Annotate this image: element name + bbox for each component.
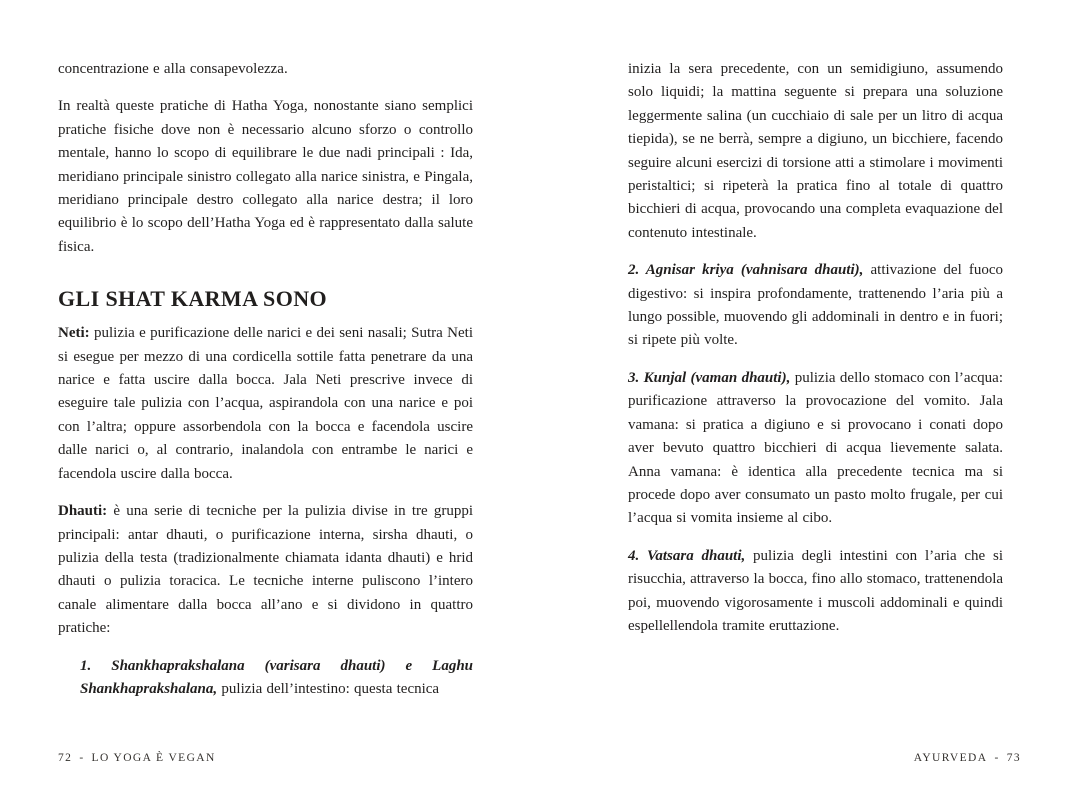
text-segment: è una serie di tecniche per la pulizia divise in tre gruppi principali: antar dhauti, o purificazione interna, sirsha dhauti, o pulizia della testa (tradizionalmente chiamata idanta dhauti) e hrid dhauti o pulizia toracica. Le tecniche interne puliscono l’intero canale alimentare dalla bocca all’ano e si dividono in quattro pratiche: [58,503,473,637]
footer-right [914,752,1021,764]
text-segment: attivazione del fuoco digestivo: si inspira profondamente, trattenendo l’aria più a lungo possible, muovendo gli addominali in dentro e in fuori; si ripete più volte. [628,262,1003,349]
text-segment: pulizia dell’intestino: questa tecnica [217,680,440,697]
footer-separator: - [994,752,1000,764]
text-segment: 2. Agnisar kriya (vahnisara dhauti), [628,262,864,279]
text-segment: pulizia degli intestini con l’aria che si risucchia, attraverso la bocca, fino allo stomaco, trattenendola poi, muovendo vigorosamente i muscoli addominali e quindi espellellendola tramite eruttazione. [628,547,1004,634]
list-item [628,545,1003,639]
text-segment: pulizia dello stomaco con l’acqua: purificazione attraverso la provocazione del vomito. Jala vamana: si pratica a digiuno e si provocano i conati dopo aver bevuto quattro bicchieri di acqua lievemente salata. Anna vamana: è identica alla precedente tecnica ma si procede dopo aver consumato un pasto molto frugale, per cui l’acqua si vomita insieme al cibo. [628,369,1003,527]
list-item [628,367,1003,531]
footer-separator: - [79,752,85,764]
list-item [80,655,473,702]
text-segment: 4. Vatsara dhauti, [628,547,746,564]
text-segment: GLI SHAT KARMA SONO [58,286,328,312]
chapter-title: AYURVEDA [913,752,988,764]
paragraph [58,58,473,81]
footer-left [58,752,216,764]
paragraph [58,322,473,486]
text-segment: 1. Shankhaprakshalana (varisara dhauti) e Laghu Shankhaprakshalana, [80,657,473,697]
paragraph [58,95,473,259]
page-number-left: 72 [58,752,73,764]
left-page [58,58,473,715]
paragraph [58,500,473,640]
text-segment: concentrazione e alla consapevolezza. [58,61,288,77]
list-item [628,259,1003,353]
text-segment: 3. Kunjal (vaman dhauti), [628,369,791,386]
section-heading [58,286,473,312]
text-segment: pulizia e purificazione delle narici e dei seni nasali; Sutra Neti si esegue per mezzo di una cordicella sottile fatta penetrare da una narice e fatta uscire dalla bocca. Jala Neti prescrive invece di eseguire tale pulizia con l’acqua, aspirandola con una narice e poi con l’altra; oppure assorbendola con la bocca e facendola uscire dalle narici o, al contrario, inalandola con entrambe le narici e facendola uscire dalla bocca. [58,325,473,482]
right-page [628,58,1003,652]
paragraph [628,58,1003,245]
book-title: LO YOGA È VEGAN [91,752,216,764]
text-segment: inizia la sera precedente, con un semidigiuno, assumendo solo liquidi; la mattina seguente si prepara una soluzione leggermente salina (un cucchiaio di sale per un litro di acqua tiepida), se ne berrà, sempre a digiuno, un bicchiere, facendo seguire alcuni esercizi di torsione atti a stimolare i movimenti peristaltici; si ripeterà la pratica fino al totale di quattro bicchieri di acqua, provocando una completa evaquazione del contenuto intestinale. [628,61,1003,241]
text-segment: In realtà queste pratiche di Hatha Yoga, nonostante siano semplici pratiche fisiche dove non è necessario alcuno sforzo o controllo mentale, hanno lo scopo di equilibrare le due nadi principali : Ida, meridiano principale sinistro collegato alla narice sinistra, e Pingala, meridiano principale destro collegato alla narice destra; il loro equilibrio è lo scopo dell’Hatha Yoga ed è rappresentato dalla salute fisica. [58,98,473,255]
text-segment: Neti: [58,325,90,342]
text-segment: Dhauti: [58,503,108,520]
page-number-right: 73 [1006,752,1021,764]
